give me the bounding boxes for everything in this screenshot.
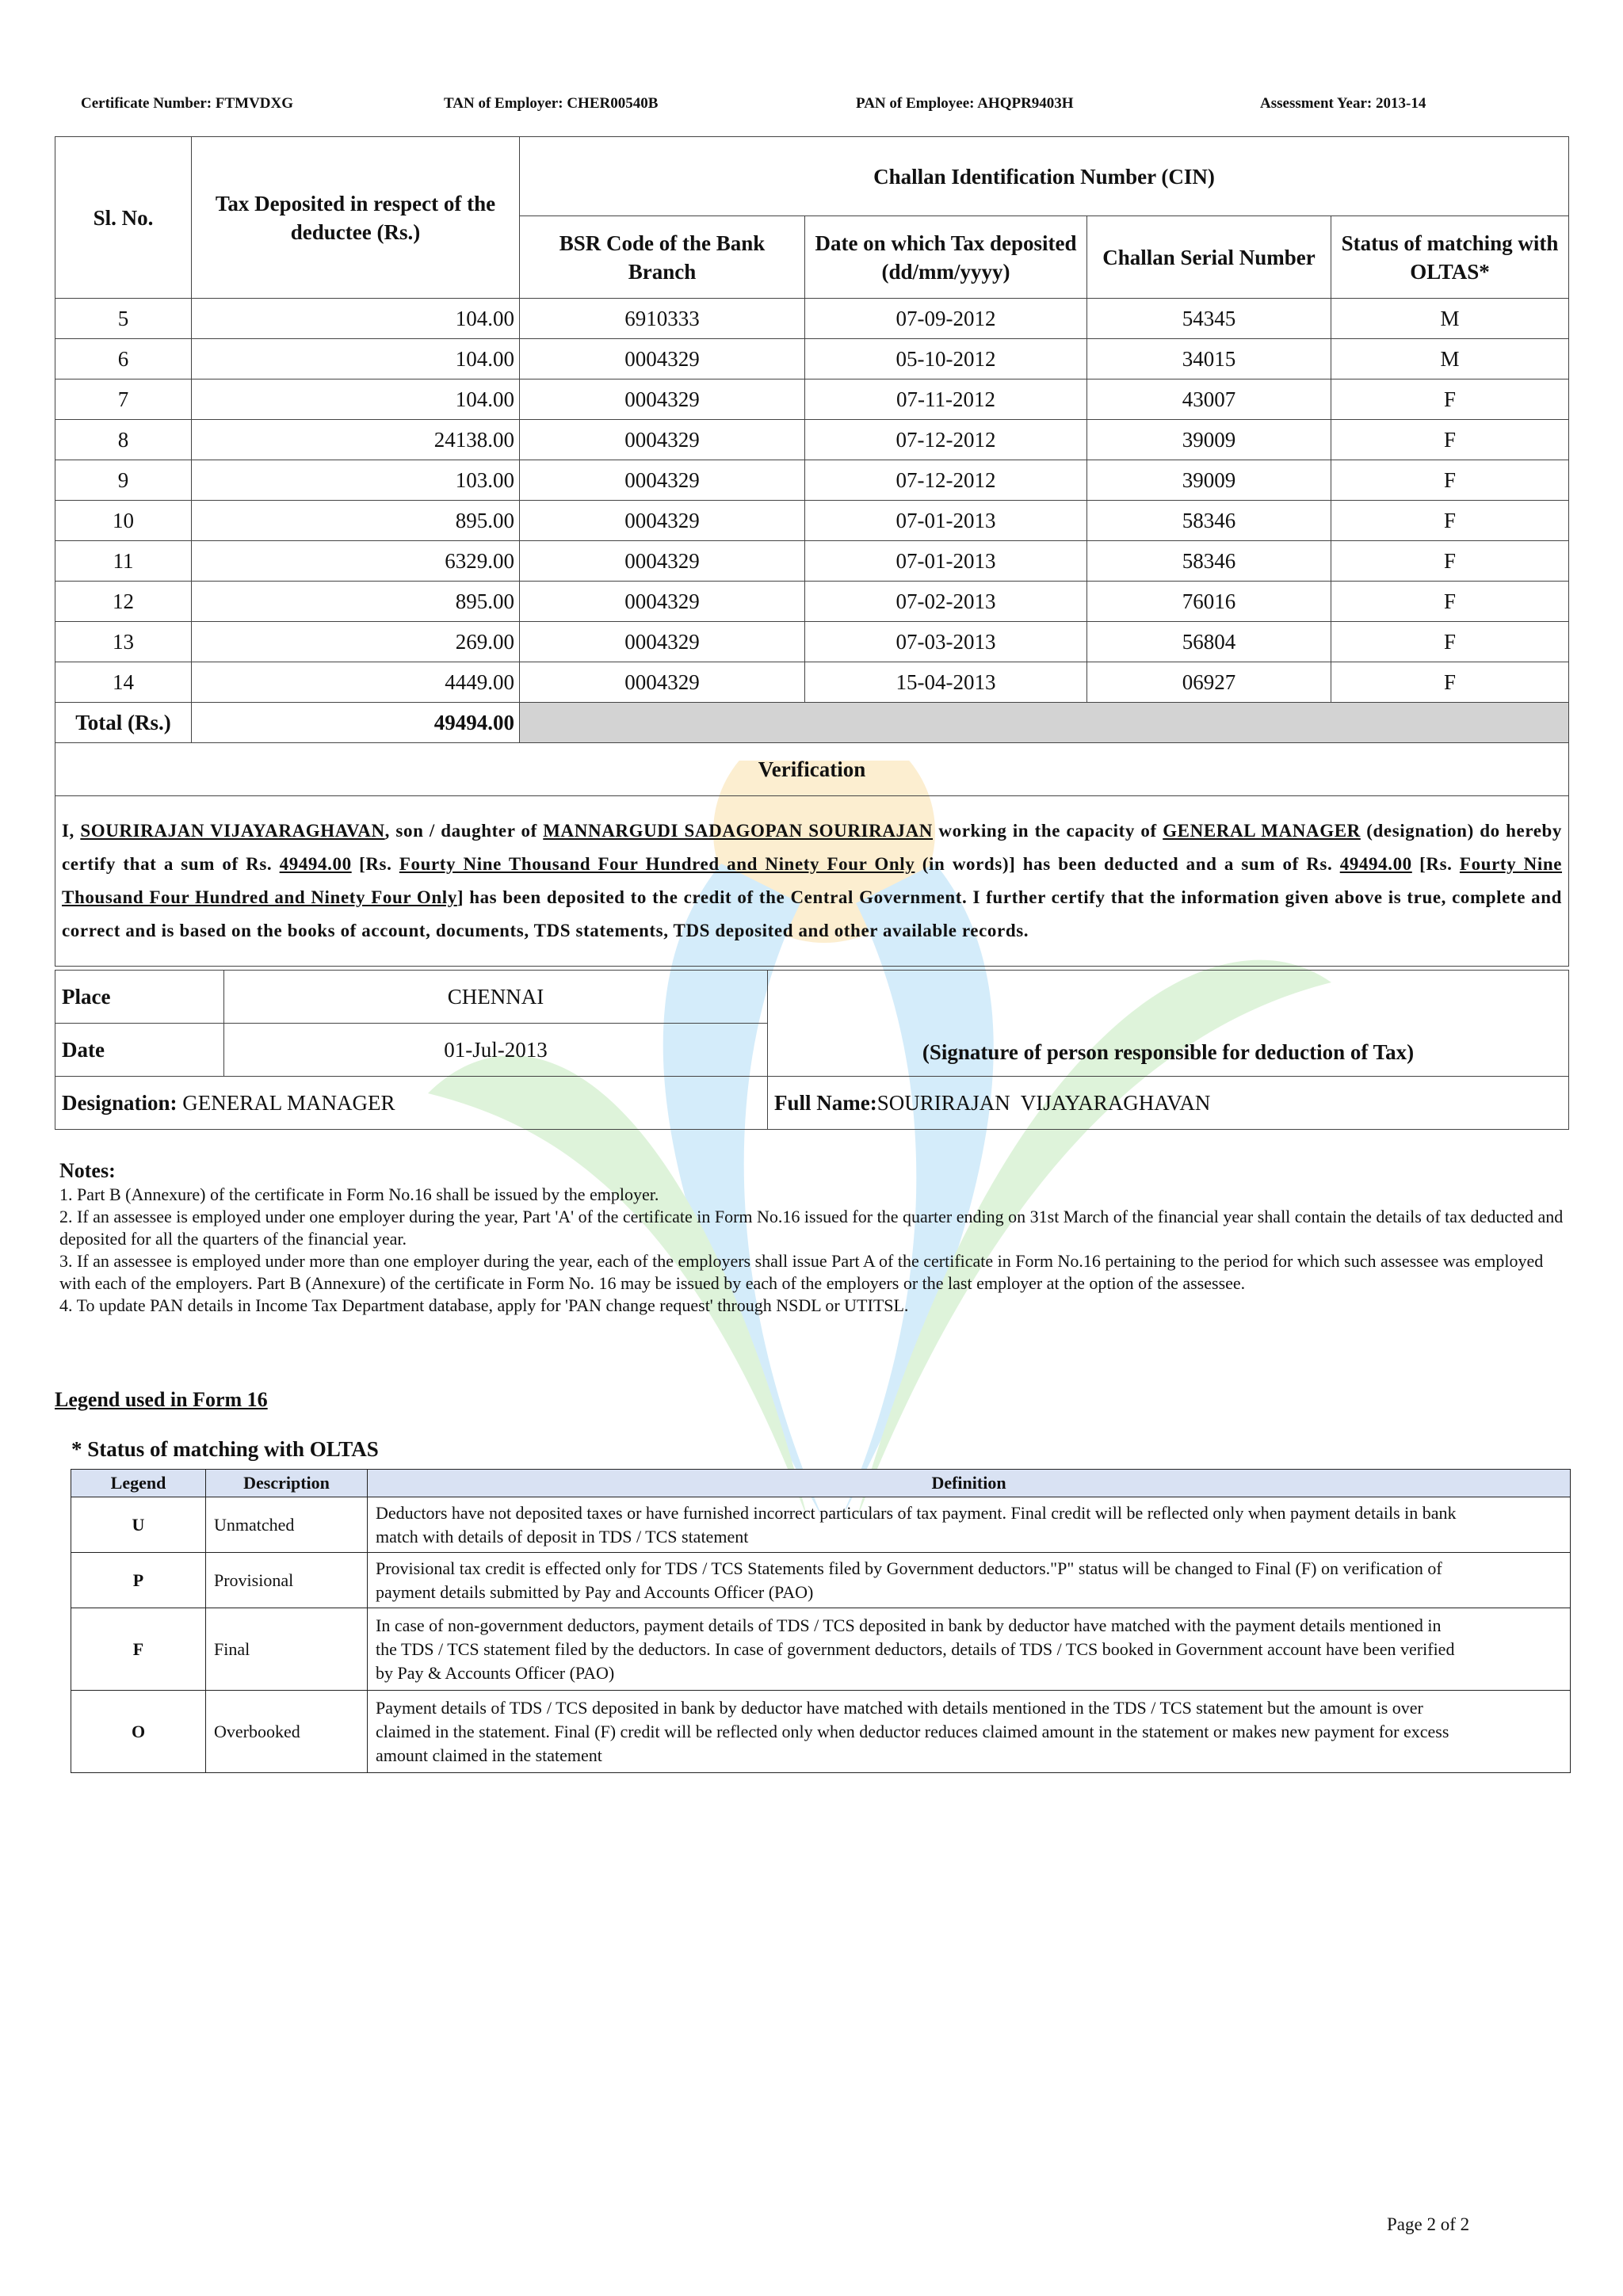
total-value: 49494.00 xyxy=(192,703,520,743)
assessment-year: Assessment Year: 2013-14 xyxy=(1260,95,1426,112)
table-row xyxy=(55,541,1569,582)
certificate-number: Certificate Number: FTMVDXG xyxy=(81,95,294,112)
serial-cell: 58346 xyxy=(1087,501,1331,541)
bsr-cell: 0004329 xyxy=(520,541,805,582)
note-item: 2. If an assessee is employed under one employer during the year, Part 'A' of the certificate in Form No.16 issued for the quarter ending on 31st March of the financial year shall contain the details of tax deducted and deposited for all the quarters of the financial year. xyxy=(59,1207,1564,1249)
place-label: Place xyxy=(55,971,224,1024)
bsr-cell: 0004329 xyxy=(520,339,805,379)
legend-code: P xyxy=(71,1553,206,1608)
table-row xyxy=(55,420,1569,460)
tax-deposit-table xyxy=(55,136,1569,967)
sl-cell: 12 xyxy=(55,582,192,622)
designation-cell xyxy=(55,1077,768,1130)
full-name-cell xyxy=(768,1077,1569,1130)
amount-deducted: 49494.00 xyxy=(279,854,352,874)
amount-cell: 4449.00 xyxy=(192,662,520,703)
total-label: Total (Rs.) xyxy=(55,703,192,743)
signature-table xyxy=(55,970,1569,1130)
legend-code: F xyxy=(71,1608,206,1691)
status-cell: F xyxy=(1331,379,1569,420)
header-sl-no: Sl. No. xyxy=(55,137,192,299)
legend-definition: Payment details of TDS / TCS deposited in bank by deductor have matched with details mentioned in the TDS / TCS statement but the amount is over claimed in the statement. Final (F) credit will be reflected only when deductor reduces claimed amount in the statement or makes new payment for excess amount claimed in the statement xyxy=(368,1691,1571,1773)
date-label: Date xyxy=(55,1024,224,1077)
serial-cell: 39009 xyxy=(1087,420,1331,460)
bsr-cell: 0004329 xyxy=(520,379,805,420)
date-cell: 15-04-2013 xyxy=(805,662,1087,703)
parent-name: MANNARGUDI SADAGOPAN SOURIRAJAN xyxy=(543,821,934,841)
description-col-header: Description xyxy=(206,1470,368,1497)
amount-cell: 103.00 xyxy=(192,460,520,501)
header-challan-serial: Challan Serial Number xyxy=(1087,216,1331,299)
date-cell: 07-02-2013 xyxy=(805,582,1087,622)
bsr-cell: 6910333 xyxy=(520,299,805,339)
status-cell: F xyxy=(1331,622,1569,662)
date-cell: 07-01-2013 xyxy=(805,501,1087,541)
sl-cell: 6 xyxy=(55,339,192,379)
definition-col-header: Definition xyxy=(368,1470,1571,1497)
table-row xyxy=(55,582,1569,622)
serial-cell: 34015 xyxy=(1087,339,1331,379)
amount-words-deducted: Fourty Nine Thousand Four Hundred and Ninety Four Only xyxy=(399,854,915,874)
pan-of-employee: PAN of Employee: AHQPR9403H xyxy=(856,95,1074,112)
serial-cell: 54345 xyxy=(1087,299,1331,339)
table-row xyxy=(55,339,1569,379)
amount-cell: 269.00 xyxy=(192,622,520,662)
note-item: 4. To update PAN details in Income Tax Department database, apply for 'PAN change request' through NSDL or UTITSL. xyxy=(59,1295,909,1315)
page-number: Page 2 of 2 xyxy=(1387,2214,1470,2234)
deductor-name: SOURIRAJAN VIJAYARAGHAVAN xyxy=(80,821,385,841)
oltas-status-title: * Status of matching with OLTAS xyxy=(71,1437,379,1461)
date-cell: 05-10-2012 xyxy=(805,339,1087,379)
amount-cell: 895.00 xyxy=(192,582,520,622)
full-name-value: SOURIRAJAN VIJAYARAGHAVAN xyxy=(876,1090,1211,1115)
table-row xyxy=(55,501,1569,541)
amount-cell: 104.00 xyxy=(192,379,520,420)
legend-title: Legend used in Form 16 xyxy=(55,1388,268,1411)
sl-cell: 13 xyxy=(55,622,192,662)
sl-cell: 11 xyxy=(55,541,192,582)
status-cell: M xyxy=(1331,339,1569,379)
serial-cell: 43007 xyxy=(1087,379,1331,420)
status-cell: F xyxy=(1331,501,1569,541)
note-item: 3. If an assessee is employed under more than one employer during the year, each of the employers shall issue Part A of the certificate in Form No.16 pertaining to the period for which such assessee was employed with each of the employers. Part B (Annexure) of the certificate in Form No. 16 may be issued by each of the employers or the last employer at the option of the assessee. xyxy=(59,1251,1544,1293)
date-cell: 07-09-2012 xyxy=(805,299,1087,339)
sl-cell: 9 xyxy=(55,460,192,501)
notes-title: Notes: xyxy=(59,1159,116,1182)
date-cell: 07-01-2013 xyxy=(805,541,1087,582)
legend-row xyxy=(71,1608,1571,1691)
date-value: 01-Jul-2013 xyxy=(224,1024,768,1077)
legend-col-header: Legend xyxy=(71,1470,206,1497)
legend-table xyxy=(71,1469,1571,1773)
legend-row xyxy=(71,1691,1571,1773)
amount-cell: 24138.00 xyxy=(192,420,520,460)
date-cell: 07-12-2012 xyxy=(805,460,1087,501)
serial-cell: 58346 xyxy=(1087,541,1331,582)
header-oltas-status: Status of matching with OLTAS* xyxy=(1331,216,1569,299)
legend-definition: Provisional tax credit is effected only for TDS / TCS Statements filed by Government deductors."P" status will be changed to Final (F) on verification of payment details submitted by Pay and Accounts Officer (PAO) xyxy=(368,1553,1571,1608)
bsr-cell: 0004329 xyxy=(520,662,805,703)
legend-description: Final xyxy=(206,1608,368,1691)
header-cin: Challan Identification Number (CIN) xyxy=(520,137,1569,216)
bsr-cell: 0004329 xyxy=(520,501,805,541)
table-row xyxy=(55,622,1569,662)
header-date-deposited: Date on which Tax deposited (dd/mm/yyyy) xyxy=(805,216,1087,299)
legend-row xyxy=(71,1497,1571,1553)
total-row xyxy=(55,703,1569,743)
amount-cell: 104.00 xyxy=(192,299,520,339)
serial-cell: 76016 xyxy=(1087,582,1331,622)
amount-deposited: 49494.00 xyxy=(1339,854,1412,874)
bsr-cell: 0004329 xyxy=(520,622,805,662)
serial-cell: 06927 xyxy=(1087,662,1331,703)
status-cell: F xyxy=(1331,582,1569,622)
designation-text: GENERAL MANAGER xyxy=(1163,821,1361,841)
tan-of-employer: TAN of Employer: CHER00540B xyxy=(444,95,659,112)
sl-cell: 8 xyxy=(55,420,192,460)
amount-cell: 6329.00 xyxy=(192,541,520,582)
signature-area xyxy=(768,971,1569,1077)
table-row xyxy=(55,299,1569,339)
legend-description: Unmatched xyxy=(206,1497,368,1553)
legend-row xyxy=(71,1553,1571,1608)
date-cell: 07-12-2012 xyxy=(805,420,1087,460)
table-row xyxy=(55,662,1569,703)
bsr-cell: 0004329 xyxy=(520,420,805,460)
notes-section xyxy=(59,1160,1565,1317)
full-name-label: Full Name: xyxy=(774,1090,877,1115)
legend-definition: Deductors have not deposited taxes or have furnished incorrect particulars of tax payment. Final credit will be reflected only when payment details in bank match with details of deposit in TDS / TCS statement xyxy=(368,1497,1571,1553)
place-value: CHENNAI xyxy=(224,971,768,1024)
date-cell: 07-11-2012 xyxy=(805,379,1087,420)
verification-title: Verification xyxy=(55,743,1569,796)
amount-words-deposited: Fourty Nine Thousand Four Hundred and Ninety Four Only xyxy=(62,854,1563,907)
serial-cell: 39009 xyxy=(1087,460,1331,501)
sl-cell: 7 xyxy=(55,379,192,420)
sl-cell: 10 xyxy=(55,501,192,541)
bsr-cell: 0004329 xyxy=(520,582,805,622)
header-bsr-code: BSR Code of the Bank Branch xyxy=(520,216,805,299)
amount-cell: 895.00 xyxy=(192,501,520,541)
signature-caption: (Signature of person responsible for deduction of Tax) xyxy=(922,1040,1415,1064)
bsr-cell: 0004329 xyxy=(520,460,805,501)
legend-description: Provisional xyxy=(206,1553,368,1608)
sl-cell: 5 xyxy=(55,299,192,339)
table-row xyxy=(55,379,1569,420)
designation-label: Designation: xyxy=(62,1090,178,1115)
status-cell: F xyxy=(1331,541,1569,582)
note-item: 1. Part B (Annexure) of the certificate in Form No.16 shall be issued by the employer. xyxy=(59,1184,659,1204)
header-tax-deposited: Tax Deposited in respect of the deductee (Rs.) xyxy=(192,137,520,299)
legend-code: O xyxy=(71,1691,206,1773)
serial-cell: 56804 xyxy=(1087,622,1331,662)
total-grey-cell xyxy=(520,703,1569,743)
status-cell: F xyxy=(1331,662,1569,703)
status-cell: F xyxy=(1331,460,1569,501)
verification-statement: I, SOURIRAJAN VIJAYARAGHAVAN, son / daughter of MANNARGUDI SADAGOPAN SOURIRAJAN working in the capacity of GENERAL MANAGER (designation) do hereby certify that a sum of Rs. 49494.00 [Rs. Fourty Nine Thousand Four Hundred and Ninety Four Only (in words)] has been deducted and a sum of Rs. 49494.00 [Rs. Fourty Nine Thousand Four Hundred and Ninety Four Only] has been deposited to the credit of the Central Government. I further certify that the information given above is true, complete and correct and is based on the books of account, documents, TDS statements, TDS deposited and other available records. xyxy=(55,796,1569,967)
status-cell: M xyxy=(1331,299,1569,339)
legend-description: Overbooked xyxy=(206,1691,368,1773)
table-row xyxy=(55,460,1569,501)
designation-value: GENERAL MANAGER xyxy=(182,1090,395,1115)
amount-cell: 104.00 xyxy=(192,339,520,379)
legend-code: U xyxy=(71,1497,206,1553)
sl-cell: 14 xyxy=(55,662,192,703)
status-cell: F xyxy=(1331,420,1569,460)
date-cell: 07-03-2013 xyxy=(805,622,1087,662)
legend-definition: In case of non-government deductors, payment details of TDS / TCS deposited in bank by deductor have matched with the payment details mentioned in the TDS / TCS statement filed by the deductors. In case of government deductors, details of TDS / TCS booked in Government account have been verified by Pay & Accounts Officer (PAO) xyxy=(368,1608,1571,1691)
